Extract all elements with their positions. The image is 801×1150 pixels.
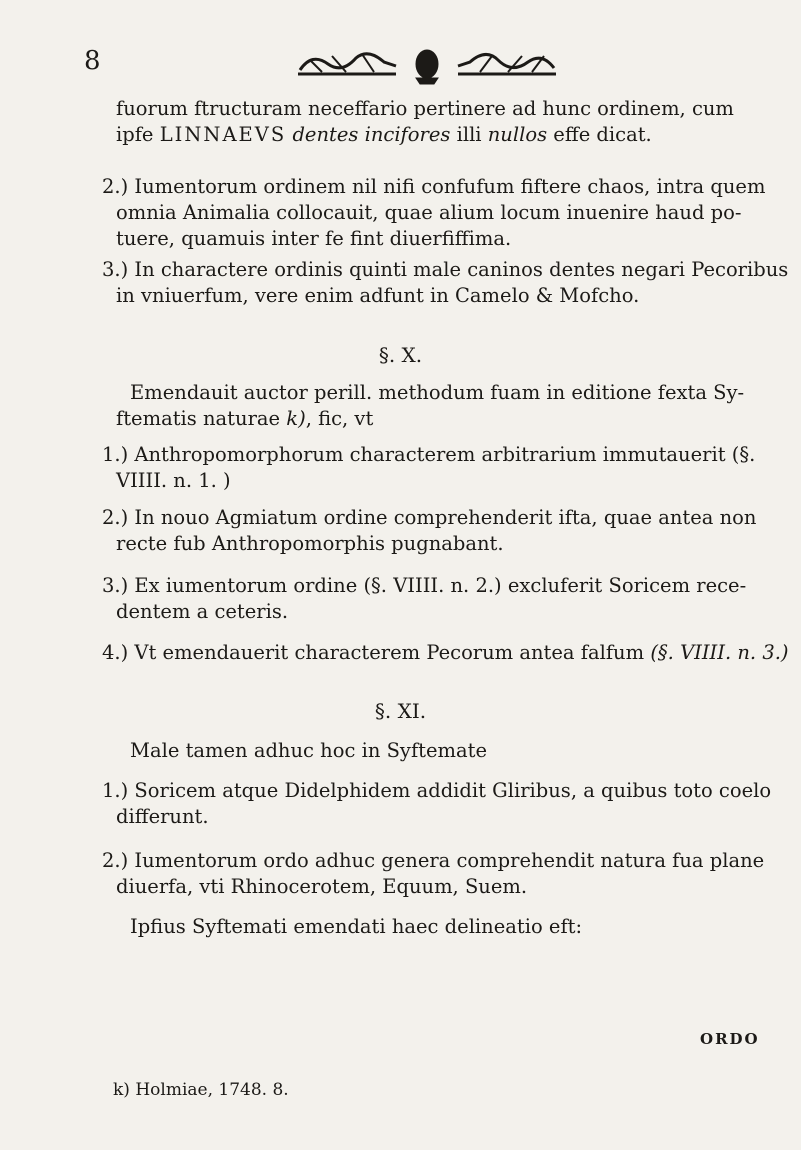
text-line: in vniuerfum, vere enim adfunt in Camelo & Mofcho.	[116, 284, 640, 307]
text-span: 4.) Vt emendauerit characterem Pecorum antea falfum	[102, 641, 645, 664]
text-line: dentem a ceteris.	[116, 600, 289, 623]
text-line	[116, 122, 652, 148]
author-name: LINNAEVS	[159, 123, 287, 146]
text-span: effe dicat.	[553, 123, 652, 146]
text-line: differunt.	[116, 805, 209, 828]
text-line: 2.) Iumentorum ordinem nil nifi confufum fiftere chaos, intra quem	[102, 175, 766, 198]
footnote: k) Holmiae, 1748. 8.	[113, 1080, 289, 1100]
text-span: illi	[456, 123, 482, 146]
text-line: fuorum ftructuram neceffario pertinere ad hunc ordinem, cum	[116, 97, 734, 120]
text-line	[116, 406, 373, 432]
text-line: tuere, quamuis inter fe fint diuerfiffima.	[116, 227, 512, 250]
header-ornament	[292, 44, 562, 86]
text-line: recte fub Anthropomorphis pugnabant.	[116, 532, 504, 555]
text-line: Male tamen adhuc hoc in Syftemate	[130, 739, 488, 762]
text-span: , fic, vt	[305, 407, 374, 430]
footnote-ref: k)	[286, 407, 306, 430]
text-line: 1.) Soricem atque Didelphidem addidit Gliribus, a quibus toto coelo	[102, 779, 772, 802]
text-line: omnia Animalia collocauit, quae alium locum inuenire haud po-	[116, 201, 742, 224]
text-line: 3.) In charactere ordinis quinti male caninos dentes negari Pecoribus	[102, 258, 789, 281]
section-reference: (§. VIIII. n. 3.)	[650, 641, 789, 664]
text-line: 3.) Ex iumentorum ordine (§. VIIII. n. 2.) excluferit Soricem rece-	[102, 574, 747, 597]
text-line: diuerfa, vti Rhinocerotem, Equum, Suem.	[116, 875, 528, 898]
page-number: 8	[84, 46, 101, 76]
catchword: ORDO	[700, 1030, 760, 1048]
text-span: ftematis naturae	[116, 407, 281, 430]
text-span: ipfe	[116, 123, 154, 146]
italic-term: nullos	[487, 123, 548, 146]
text-line: VIIII. n. 1. )	[116, 469, 231, 492]
text-line: 1.) Anthropomorphorum characterem arbitrarium immutauerit (§.	[102, 443, 756, 466]
italic-term: dentes incifores	[292, 123, 451, 146]
text-line: Emendauit auctor perill. methodum fuam in editione fexta Sy-	[130, 381, 745, 404]
section-heading: §. XI.	[374, 699, 427, 723]
text-line	[102, 640, 789, 666]
text-line: 2.) Iumentorum ordo adhuc genera comprehendit natura fua plane	[102, 849, 765, 872]
page-header	[0, 34, 801, 94]
text-line: 2.) In nouo Agmiatum ordine comprehenderit ifta, quae antea non	[102, 506, 757, 529]
section-heading: §. X.	[378, 343, 423, 367]
text-line: Ipfius Syftemati emendati haec delineatio eft:	[130, 915, 583, 938]
